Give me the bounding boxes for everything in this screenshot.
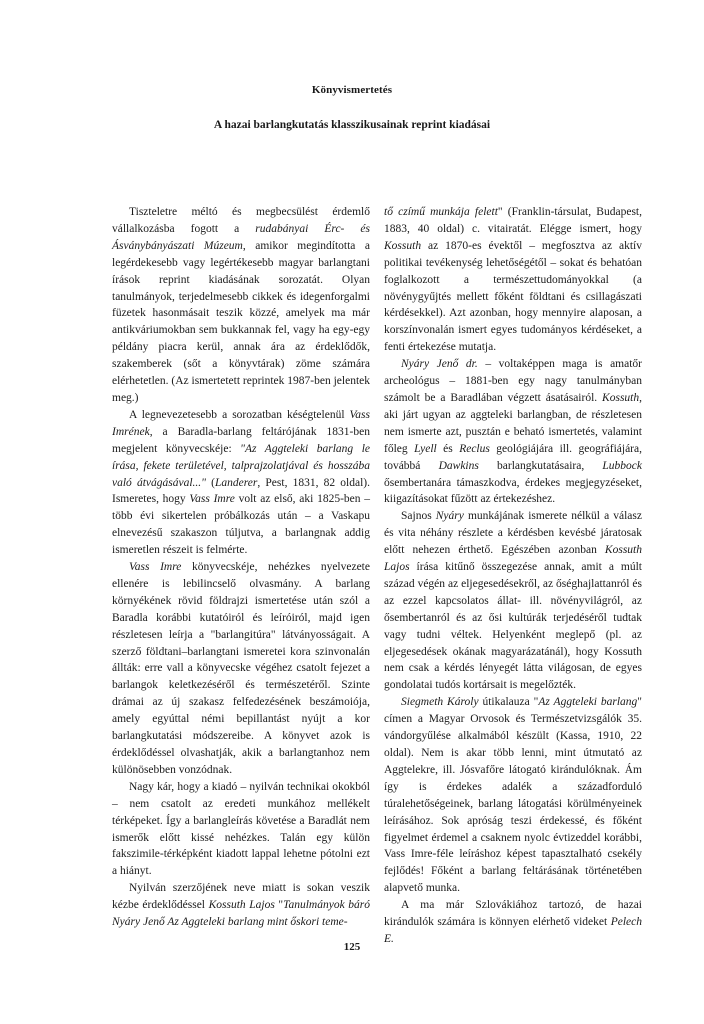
italic-text: Kossuth Lajos bbox=[208, 899, 275, 912]
italic-text: Tanulmányok báró Nyáry Jenő Az Aggteleki barlang mint őskori teme- bbox=[112, 899, 370, 929]
paragraph bbox=[112, 779, 370, 880]
text-run: " (Franklin-társulat, Budapest, 1883, 40 oldal) c. vitairatát. Elégge ismert, hogy bbox=[384, 206, 642, 235]
paragraph bbox=[384, 508, 642, 694]
article-title: A hazai barlangkutatás klasszikusainak reprint kiadásai bbox=[213, 119, 491, 131]
text-run: " címen a Magyar Orvosok és Természetvizsgálók 35. vándorgyűlése alkalmából készült (Kassa, 1910, 22 oldal). Nem is akar több lenni, mint útmutató az Aggtelekre, ill. Jósvafőre látogató kirándulóknak. Ám így is érdekes adalék a századforduló túralehetőségeinek, barlang látogatási körülményeinek leírásához. Sok apróság teszi érdekessé, és főként figyelmet érdemel a csaknem nyolc évtizeddel korábbi, Vass Imre-féle leíráshoz képest tapasztalható csekély fejlődés! Főként a barlang feltárásának történetében alapvető munka. bbox=[384, 696, 642, 895]
text-run: munkájának ismerete nélkül a válasz és vita néhány részlete a kérdésben kevésbé járatosak előtt nehezen érthető. Egészében azonban bbox=[384, 510, 642, 557]
italic-text: Pelech E. bbox=[384, 916, 642, 945]
left-column bbox=[112, 204, 370, 931]
text-run: ősembertanára támaszkodva, érdekes megjegyzéseket, kiigazításokat fűzött az értekezéshez. bbox=[384, 476, 642, 506]
text-run: ( bbox=[205, 476, 215, 489]
italic-text: Vass Imre bbox=[129, 561, 182, 574]
italic-text: Dawkins bbox=[438, 459, 479, 472]
paragraph bbox=[384, 204, 642, 356]
paragraph bbox=[384, 694, 642, 897]
text-run: geológiájára ill. geográfiájára, továbbá bbox=[384, 442, 642, 472]
paragraph bbox=[112, 880, 370, 931]
text-run: könyvecskéje, nehézkes nyelvezete ellenére is lebilincselő olvasmány. A barlang környékének rövid földrajzi ismertetése után szól a Baradla korábbi kutatóiról és leíróiról, majd igen részletesen leírja a "barlangitúra" látványosságait. A szerző földtani–barlangtani ismeretei kora szinvonalán állták: erre vall a könyvecske végéhez csatolt fejezet a barlangok keletkezéséről és természetéről. Szinte drámai az új szakasz felfedezésének beszámoiója, amely egyúttal némi bepillantást nyújt a kor barlangkutatási módszereibe. A könyvet azok is érdeklődéssel olvashatják, akik a barlangtanhoz nem különösebben vonzódnak. bbox=[112, 561, 370, 776]
text-run: Tiszteletre méltó és megbecsülést érdemlő vállalkozásba fogott a bbox=[112, 206, 370, 235]
italic-text: Kossuth Lajos bbox=[384, 544, 642, 574]
text-run: írása kitűnő összegezése annak, amit a múlt század végén az eljegesedésekről, az őséghajlattanról és az ezzel kapcsolatos állat- ill. növényvilágról, az ősembertanról és az ősi kultúrák terjedéséről tudtak vagy tudni véltek. Helyenként meglepő (pl. az eljegesedések okának magyarázatánál), hogy Kossuth nem csak a kérdés lényegét látta világosan, de egyes gondolatai tudós kortársait is megelőzték. bbox=[384, 561, 642, 692]
text-run: , a Baradla-barlang feltárójának 1831-ben megjelent könyvecskéje: bbox=[112, 425, 370, 455]
italic-text: Lubbock bbox=[602, 459, 642, 472]
italic-text: Nyáry Jenő dr. bbox=[401, 358, 478, 371]
italic-text: Lyell bbox=[414, 442, 437, 455]
italic-text: Kossuth bbox=[384, 239, 422, 252]
page-number: 125 bbox=[343, 941, 361, 953]
italic-text: Nyáry bbox=[435, 510, 464, 523]
paragraph bbox=[384, 356, 642, 508]
paragraph bbox=[112, 407, 370, 559]
italic-text: Landerer bbox=[214, 476, 258, 489]
italic-text: Az Aggteleki barlang bbox=[538, 696, 638, 709]
text-run: , aki járt ugyan az aggteleki barlangban, de részletesen nem ismerte azt, pusztán e beható ismertetés, valamint főleg bbox=[384, 391, 642, 455]
text-run: Nagy kár, hogy a kiadó – nyilván technikai okokból – nem csatolt az eredeti munkához mellékelt térképeket. Így a barlangleírás követése a Baradlát nem ismerők előtt kissé nehézkes. Talán egy külön fakszimile-térképként kiadott lappal lehetne pótolni ezt a hiányt. bbox=[112, 780, 370, 878]
text-run: Nyilván szerzőjének neve miatt is sokan veszik kézbe érdeklődéssel bbox=[112, 882, 370, 912]
section-heading: Könyvismertetés bbox=[311, 84, 393, 96]
text-run: barlangkutatásaira, bbox=[478, 459, 603, 472]
right-column bbox=[384, 204, 642, 948]
text-run: az 1870-es évektől – megfosztva az aktív politikai tevékenység lehetőségétől – sokat és behatóan foglalkozott a természettudományokkal (a növénygyűjtés mellett főként földtani és csillagászati kérdésekkel). Azt azonban, hogy mennyire alaposan, a korszínvonalán ismert egyes tudományos kérdéseket, a fenti értekezése mutatja. bbox=[384, 239, 642, 354]
text-run: – voltaképpen maga is amatőr archeológus – 1881-ben egy nagy tanulmányban számolt be a Baradlában végzett ásatásairól. bbox=[384, 358, 642, 404]
text-run: A legnevezetesebb a sorozatban késégtelenül bbox=[129, 408, 350, 421]
paragraph bbox=[112, 204, 370, 407]
italic-text: Kossuth bbox=[602, 391, 640, 404]
text-run: volt az első, aki 1825-ben – több évi sikertelen próbálkozás után – a Vaskapu elnevezésű szakaszon túljutva, a barlangnak addig ismeretlen részeit is felmérte. bbox=[112, 493, 370, 557]
italic-text: tő czímű munkája felett bbox=[384, 206, 498, 218]
text-run: , Pest, 1831, 82 oldal). Ismeretes, hogy bbox=[112, 476, 370, 506]
italic-text: Reclus bbox=[459, 442, 490, 455]
italic-text: Siegmeth Károly bbox=[401, 696, 479, 709]
italic-text: "Az Aggteleki barlang le írása, fekete területével, talprajzolatjával és hosszába való átvágásával..." bbox=[112, 442, 370, 489]
italic-text: rudabányai Érc- és Ásványbányászati Múzeum bbox=[112, 222, 370, 252]
text-run: , amikor megindította a legérdekesebb vagy legértékesebb magyar barlangtani írások reprint kiadásának sorozatát. Olyan tanulmányok, terjedelmesebb cikkek és idegenforgalmi füzetek hasonmásait teszik közzé, amelyek ma már antikváriumokban sem bukkannak fel, vagy ha egy-egy példány piacra kerül, annak ára az érdeklődők, szakemberek (sőt a könyvtárak) zöme számára elérhetetlen. (Az ismertetett reprintek 1987-ben jelentek meg.) bbox=[112, 239, 370, 404]
text-run: A ma már Szlovákiához tartozó, de hazai kirándulók számára is könnyen elérhető videket bbox=[384, 899, 642, 929]
italic-text: Vass Imre bbox=[189, 493, 235, 506]
text-run: Sajnos bbox=[401, 510, 436, 523]
italic-text: Vass Imrének bbox=[112, 408, 370, 438]
paragraph bbox=[112, 559, 370, 779]
text-run: útikalauza " bbox=[478, 696, 539, 709]
text-run: és bbox=[436, 442, 460, 455]
text-run: " bbox=[274, 899, 284, 912]
